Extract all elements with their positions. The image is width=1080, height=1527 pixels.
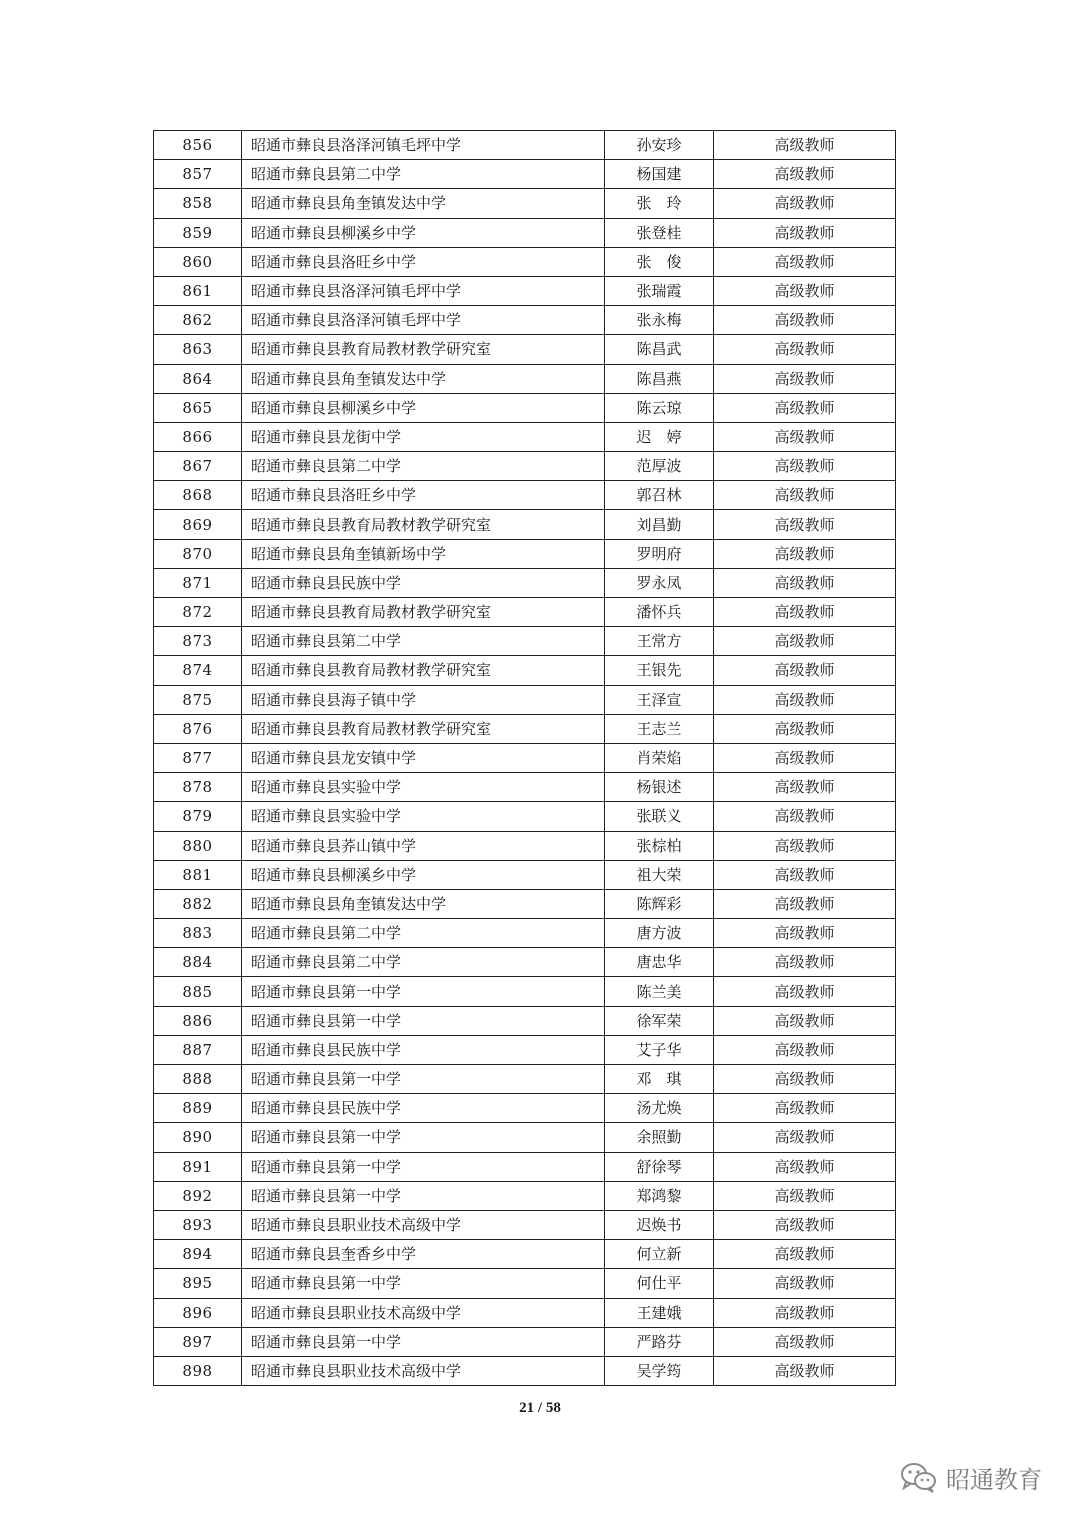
table-row [154, 510, 896, 539]
cell-unit: 昭通市彝良县角奎镇发达中学 [242, 364, 605, 393]
cell-unit: 昭通市彝良县奎香乡中学 [242, 1240, 605, 1269]
table-row [154, 306, 896, 335]
cell-serial-number: 883 [154, 919, 242, 948]
cell-name: 陈昌燕 [605, 364, 714, 393]
cell-name: 王泽宣 [605, 685, 714, 714]
cell-unit: 昭通市彝良县洛旺乡中学 [242, 247, 605, 276]
cell-name: 吴学筠 [605, 1356, 714, 1385]
cell-title: 高级教师 [714, 1298, 896, 1327]
cell-title: 高级教师 [714, 452, 896, 481]
table-row [154, 889, 896, 918]
table-row [154, 247, 896, 276]
cell-serial-number: 887 [154, 1035, 242, 1064]
cell-title: 高级教师 [714, 598, 896, 627]
cell-unit: 昭通市彝良县职业技术高级中学 [242, 1210, 605, 1239]
cell-serial-number: 884 [154, 948, 242, 977]
table-row [154, 1006, 896, 1035]
cell-title: 高级教师 [714, 306, 896, 335]
cell-unit: 昭通市彝良县第二中学 [242, 452, 605, 481]
cell-serial-number: 867 [154, 452, 242, 481]
teacher-roster-table [153, 130, 896, 1386]
cell-serial-number: 890 [154, 1123, 242, 1152]
cell-title: 高级教师 [714, 860, 896, 889]
cell-serial-number: 861 [154, 276, 242, 305]
cell-unit: 昭通市彝良县洛泽河镇毛坪中学 [242, 306, 605, 335]
cell-serial-number: 897 [154, 1327, 242, 1356]
cell-unit: 昭通市彝良县角奎镇新场中学 [242, 539, 605, 568]
cell-name: 迟 婷 [605, 422, 714, 451]
cell-serial-number: 863 [154, 335, 242, 364]
cell-title: 高级教师 [714, 218, 896, 247]
cell-name: 王建娥 [605, 1298, 714, 1327]
cell-title: 高级教师 [714, 685, 896, 714]
table-row [154, 1035, 896, 1064]
cell-title: 高级教师 [714, 539, 896, 568]
cell-serial-number: 893 [154, 1210, 242, 1239]
table-row [154, 1181, 896, 1210]
table-row [154, 1065, 896, 1094]
cell-unit: 昭通市彝良县荞山镇中学 [242, 831, 605, 860]
cell-title: 高级教师 [714, 364, 896, 393]
table-row [154, 860, 896, 889]
cell-unit: 昭通市彝良县职业技术高级中学 [242, 1356, 605, 1385]
cell-name: 郑鸿黎 [605, 1181, 714, 1210]
cell-title: 高级教师 [714, 1065, 896, 1094]
table-row [154, 539, 896, 568]
cell-name: 刘昌勤 [605, 510, 714, 539]
table-row [154, 656, 896, 685]
table-row [154, 685, 896, 714]
cell-serial-number: 891 [154, 1152, 242, 1181]
cell-title: 高级教师 [714, 1094, 896, 1123]
cell-serial-number: 896 [154, 1298, 242, 1327]
cell-unit: 昭通市彝良县第二中学 [242, 919, 605, 948]
cell-unit: 昭通市彝良县龙安镇中学 [242, 743, 605, 772]
cell-serial-number: 857 [154, 160, 242, 189]
cell-title: 高级教师 [714, 627, 896, 656]
table-row [154, 1152, 896, 1181]
cell-name: 祖大荣 [605, 860, 714, 889]
cell-unit: 昭通市彝良县第一中学 [242, 1269, 605, 1298]
table-row [154, 831, 896, 860]
cell-unit: 昭通市彝良县第一中学 [242, 1123, 605, 1152]
cell-name: 张瑞霞 [605, 276, 714, 305]
cell-title: 高级教师 [714, 1152, 896, 1181]
cell-unit: 昭通市彝良县第一中学 [242, 1152, 605, 1181]
cell-unit: 昭通市彝良县龙街中学 [242, 422, 605, 451]
cell-name: 潘怀兵 [605, 598, 714, 627]
cell-name: 张 俊 [605, 247, 714, 276]
cell-name: 严路芬 [605, 1327, 714, 1356]
table-row [154, 1210, 896, 1239]
cell-unit: 昭通市彝良县实验中学 [242, 773, 605, 802]
cell-name: 何立新 [605, 1240, 714, 1269]
cell-unit: 昭通市彝良县民族中学 [242, 1094, 605, 1123]
cell-name: 肖荣焰 [605, 743, 714, 772]
cell-name: 张登桂 [605, 218, 714, 247]
table-row [154, 160, 896, 189]
table-row [154, 743, 896, 772]
cell-unit: 昭通市彝良县第二中学 [242, 627, 605, 656]
cell-name: 陈云琼 [605, 393, 714, 422]
cell-title: 高级教师 [714, 1356, 896, 1385]
cell-serial-number: 866 [154, 422, 242, 451]
cell-title: 高级教师 [714, 714, 896, 743]
cell-serial-number: 886 [154, 1006, 242, 1035]
cell-title: 高级教师 [714, 247, 896, 276]
cell-unit: 昭通市彝良县第二中学 [242, 948, 605, 977]
wechat-icon [900, 1462, 938, 1494]
cell-serial-number: 874 [154, 656, 242, 685]
roster-body [154, 131, 896, 1386]
cell-unit: 昭通市彝良县柳溪乡中学 [242, 218, 605, 247]
cell-unit: 昭通市彝良县民族中学 [242, 1035, 605, 1064]
table-row [154, 452, 896, 481]
cell-unit: 昭通市彝良县教育局教材教学研究室 [242, 598, 605, 627]
cell-title: 高级教师 [714, 1123, 896, 1152]
cell-name: 徐军荣 [605, 1006, 714, 1035]
cell-unit: 昭通市彝良县职业技术高级中学 [242, 1298, 605, 1327]
table-row [154, 948, 896, 977]
cell-title: 高级教师 [714, 131, 896, 160]
account-watermark [900, 1460, 1042, 1495]
cell-unit: 昭通市彝良县柳溪乡中学 [242, 860, 605, 889]
watermark-text: 昭通教育 [946, 1466, 1042, 1494]
table-row [154, 919, 896, 948]
table-row [154, 1269, 896, 1298]
table-row [154, 714, 896, 743]
table-row [154, 1298, 896, 1327]
table-row [154, 218, 896, 247]
cell-title: 高级教师 [714, 1006, 896, 1035]
cell-name: 陈兰美 [605, 977, 714, 1006]
cell-title: 高级教师 [714, 1035, 896, 1064]
cell-name: 杨国建 [605, 160, 714, 189]
cell-title: 高级教师 [714, 743, 896, 772]
cell-serial-number: 868 [154, 481, 242, 510]
cell-name: 杨银述 [605, 773, 714, 802]
cell-title: 高级教师 [714, 948, 896, 977]
cell-title: 高级教师 [714, 889, 896, 918]
cell-serial-number: 889 [154, 1094, 242, 1123]
cell-name: 邓 琪 [605, 1065, 714, 1094]
table-row [154, 1123, 896, 1152]
cell-name: 张 玲 [605, 189, 714, 218]
table-row [154, 1240, 896, 1269]
cell-serial-number: 869 [154, 510, 242, 539]
cell-serial-number: 878 [154, 773, 242, 802]
cell-unit: 昭通市彝良县教育局教材教学研究室 [242, 656, 605, 685]
cell-unit: 昭通市彝良县第一中学 [242, 1327, 605, 1356]
cell-name: 王志兰 [605, 714, 714, 743]
cell-title: 高级教师 [714, 1210, 896, 1239]
table-row [154, 1327, 896, 1356]
cell-serial-number: 885 [154, 977, 242, 1006]
cell-serial-number: 862 [154, 306, 242, 335]
table-row [154, 1356, 896, 1385]
cell-title: 高级教师 [714, 335, 896, 364]
cell-serial-number: 892 [154, 1181, 242, 1210]
cell-title: 高级教师 [714, 510, 896, 539]
cell-name: 罗永凤 [605, 568, 714, 597]
table-row [154, 802, 896, 831]
cell-serial-number: 871 [154, 568, 242, 597]
cell-title: 高级教师 [714, 393, 896, 422]
cell-serial-number: 881 [154, 860, 242, 889]
cell-serial-number: 856 [154, 131, 242, 160]
cell-serial-number: 873 [154, 627, 242, 656]
cell-title: 高级教师 [714, 773, 896, 802]
cell-unit: 昭通市彝良县第一中学 [242, 1181, 605, 1210]
cell-serial-number: 877 [154, 743, 242, 772]
cell-title: 高级教师 [714, 831, 896, 860]
cell-name: 艾子华 [605, 1035, 714, 1064]
table-row [154, 627, 896, 656]
cell-name: 张棕柏 [605, 831, 714, 860]
cell-unit: 昭通市彝良县教育局教材教学研究室 [242, 714, 605, 743]
cell-title: 高级教师 [714, 568, 896, 597]
cell-unit: 昭通市彝良县角奎镇发达中学 [242, 889, 605, 918]
cell-unit: 昭通市彝良县洛泽河镇毛坪中学 [242, 131, 605, 160]
cell-title: 高级教师 [714, 656, 896, 685]
cell-unit: 昭通市彝良县教育局教材教学研究室 [242, 510, 605, 539]
cell-name: 陈昌武 [605, 335, 714, 364]
cell-name: 孙安珍 [605, 131, 714, 160]
cell-title: 高级教师 [714, 802, 896, 831]
table-row [154, 131, 896, 160]
table-row [154, 422, 896, 451]
cell-name: 罗明府 [605, 539, 714, 568]
table-row [154, 773, 896, 802]
cell-name: 余照勤 [605, 1123, 714, 1152]
cell-unit: 昭通市彝良县第二中学 [242, 160, 605, 189]
cell-serial-number: 876 [154, 714, 242, 743]
cell-serial-number: 898 [154, 1356, 242, 1385]
cell-serial-number: 872 [154, 598, 242, 627]
table-row [154, 364, 896, 393]
cell-serial-number: 880 [154, 831, 242, 860]
cell-title: 高级教师 [714, 481, 896, 510]
cell-name: 郭召林 [605, 481, 714, 510]
cell-serial-number: 870 [154, 539, 242, 568]
cell-name: 王常方 [605, 627, 714, 656]
cell-name: 张联义 [605, 802, 714, 831]
cell-unit: 昭通市彝良县洛泽河镇毛坪中学 [242, 276, 605, 305]
table-row [154, 598, 896, 627]
cell-title: 高级教师 [714, 1269, 896, 1298]
cell-name: 范厚波 [605, 452, 714, 481]
cell-title: 高级教师 [714, 1240, 896, 1269]
cell-serial-number: 882 [154, 889, 242, 918]
cell-serial-number: 858 [154, 189, 242, 218]
cell-unit: 昭通市彝良县洛旺乡中学 [242, 481, 605, 510]
cell-title: 高级教师 [714, 160, 896, 189]
cell-name: 汤尤焕 [605, 1094, 714, 1123]
cell-name: 张永梅 [605, 306, 714, 335]
cell-name: 迟焕书 [605, 1210, 714, 1239]
table-row [154, 276, 896, 305]
cell-unit: 昭通市彝良县角奎镇发达中学 [242, 189, 605, 218]
cell-unit: 昭通市彝良县第一中学 [242, 1065, 605, 1094]
cell-name: 唐方波 [605, 919, 714, 948]
cell-title: 高级教师 [714, 276, 896, 305]
cell-name: 何仕平 [605, 1269, 714, 1298]
cell-serial-number: 895 [154, 1269, 242, 1298]
cell-title: 高级教师 [714, 977, 896, 1006]
cell-unit: 昭通市彝良县柳溪乡中学 [242, 393, 605, 422]
cell-unit: 昭通市彝良县海子镇中学 [242, 685, 605, 714]
page-number: 21 / 58 [519, 1400, 561, 1416]
cell-title: 高级教师 [714, 422, 896, 451]
cell-unit: 昭通市彝良县第一中学 [242, 1006, 605, 1035]
cell-serial-number: 894 [154, 1240, 242, 1269]
cell-serial-number: 865 [154, 393, 242, 422]
cell-serial-number: 859 [154, 218, 242, 247]
cell-unit: 昭通市彝良县第一中学 [242, 977, 605, 1006]
table-row [154, 977, 896, 1006]
cell-title: 高级教师 [714, 189, 896, 218]
cell-serial-number: 888 [154, 1065, 242, 1094]
cell-serial-number: 879 [154, 802, 242, 831]
cell-title: 高级教师 [714, 1327, 896, 1356]
table-row [154, 393, 896, 422]
cell-serial-number: 875 [154, 685, 242, 714]
table-row [154, 568, 896, 597]
cell-serial-number: 860 [154, 247, 242, 276]
cell-unit: 昭通市彝良县民族中学 [242, 568, 605, 597]
cell-title: 高级教师 [714, 1181, 896, 1210]
cell-serial-number: 864 [154, 364, 242, 393]
cell-unit: 昭通市彝良县实验中学 [242, 802, 605, 831]
cell-name: 王银先 [605, 656, 714, 685]
table-row [154, 1094, 896, 1123]
cell-name: 陈辉彩 [605, 889, 714, 918]
cell-name: 舒徐琴 [605, 1152, 714, 1181]
cell-title: 高级教师 [714, 919, 896, 948]
table-row [154, 189, 896, 218]
cell-unit: 昭通市彝良县教育局教材教学研究室 [242, 335, 605, 364]
table-row [154, 335, 896, 364]
table-row [154, 481, 896, 510]
cell-name: 唐忠华 [605, 948, 714, 977]
